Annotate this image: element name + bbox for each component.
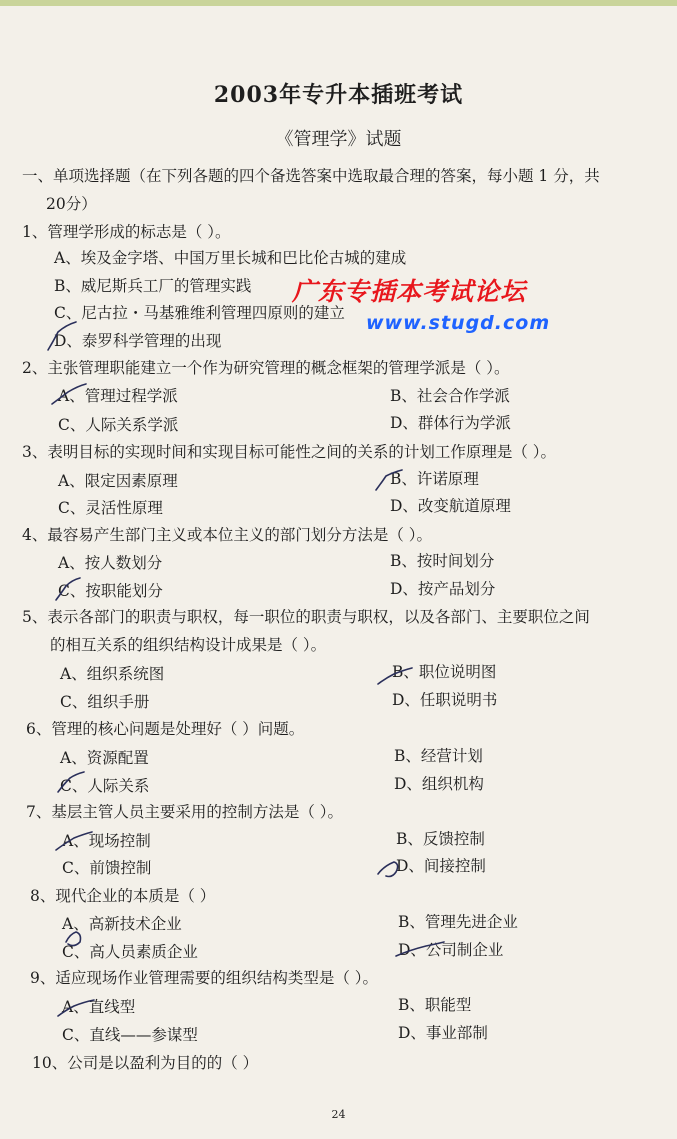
- q7-option-a: A、现场控制: [62, 832, 151, 850]
- q7-option-d: D、间接控制: [396, 857, 486, 875]
- q1-option-d: D、泰罗科学管理的出现: [54, 332, 222, 350]
- q2-option-c: C、人际关系学派: [58, 416, 179, 434]
- top-edge-bar: [0, 0, 677, 6]
- q8-option-b: B、管理先进企业: [398, 913, 518, 931]
- q9-option-d: D、事业部制: [398, 1024, 488, 1042]
- question-4-stem: 4、最容易产生部门主义或本位主义的部门划分方法是（ ）。: [22, 526, 433, 544]
- question-1-stem: 1、管理学形成的标志是（ ）。: [22, 223, 231, 241]
- question-5-stem-cont: 的相互关系的组织结构设计成果是（ ）。: [50, 636, 327, 654]
- q3-option-b: B、许诺原理: [390, 470, 479, 488]
- q3-option-c: C、灵活性原理: [58, 499, 163, 517]
- q6-option-a: A、资源配置: [60, 749, 149, 767]
- q2-option-b: B、社会合作学派: [390, 387, 510, 405]
- question-7-stem: 7、基层主管人员主要采用的控制方法是（ ）。: [26, 803, 344, 821]
- q4-option-b: B、按时间划分: [390, 552, 495, 570]
- q3-option-a: A、限定因素原理: [58, 472, 178, 490]
- section-heading-cont: 20分）: [46, 195, 97, 213]
- q6-option-c: C、人际关系: [60, 777, 150, 795]
- q9-option-a: A、直线型: [62, 998, 136, 1016]
- question-6-stem: 6、管理的核心问题是处理好（ ）问题。: [26, 720, 305, 738]
- q4-option-d: D、按产品划分: [390, 580, 496, 598]
- q7-option-c: C、前馈控制: [62, 859, 152, 877]
- exam-subtitle: 《管理学》试题: [275, 129, 402, 150]
- q4-option-c: C、按职能划分: [58, 582, 163, 600]
- q8-option-a: A、高新技术企业: [62, 915, 182, 933]
- question-5-stem: 5、表示各部门的职责与职权，每一职位的职责与职权，以及各部门、主要职位之间: [22, 608, 590, 626]
- section-heading: 一、单项选择题（在下列各题的四个备选答案中选取最合理的答案，每小题 1 分，共: [22, 167, 600, 185]
- q1-option-c: C、尼古拉・马基雅维利管理四原则的建立: [54, 304, 345, 322]
- question-3-stem: 3、表明目标的实现时间和实现目标可能性之间的关系的计划工作原理是（ ）。: [22, 443, 557, 461]
- q8-option-d: D、公司制企业: [398, 941, 504, 959]
- q6-option-b: B、经营计划: [394, 747, 483, 765]
- q1-option-b: B、威尼斯兵工厂的管理实践: [54, 277, 252, 295]
- question-8-stem: 8、现代企业的本质是（ ）: [30, 887, 216, 905]
- page-number: 24: [331, 1108, 346, 1121]
- q4-option-a: A、按人数划分: [58, 554, 163, 572]
- q6-option-d: D、组织机构: [394, 775, 484, 793]
- forum-watermark: 广东专插本考试论坛: [292, 277, 527, 306]
- q1-option-a: A、埃及金字塔、中国万里长城和巴比伦古城的建成: [54, 249, 407, 267]
- q2-option-d: D、群体行为学派: [390, 414, 511, 432]
- exam-title: 2003年专升本插班考试: [213, 82, 464, 108]
- question-2-stem: 2、主张管理职能建立一个作为研究管理的概念框架的管理学派是（ ）。: [22, 359, 510, 377]
- q2-option-a: A、管理过程学派: [58, 387, 178, 405]
- q7-option-b: B、反馈控制: [396, 830, 485, 848]
- q3-option-d: D、改变航道原理: [390, 497, 511, 515]
- q5-option-b: B、职位说明图: [392, 663, 497, 681]
- q9-option-b: B、职能型: [398, 996, 472, 1014]
- q8-option-c: C、高人员素质企业: [62, 943, 198, 961]
- question-10-stem: 10、公司是以盈利为目的的（ ）: [32, 1054, 259, 1072]
- q5-option-d: D、任职说明书: [392, 691, 498, 709]
- check-mark-q7d: [378, 862, 398, 877]
- q5-option-c: C、组织手册: [60, 693, 150, 711]
- q5-option-a: A、组织系统图: [60, 665, 165, 683]
- forum-url-watermark: www.stugd.com: [366, 312, 551, 334]
- q9-option-c: C、直线——参谋型: [62, 1026, 198, 1044]
- question-9-stem: 9、适应现场作业管理需要的组织结构类型是（ ）。: [30, 969, 379, 987]
